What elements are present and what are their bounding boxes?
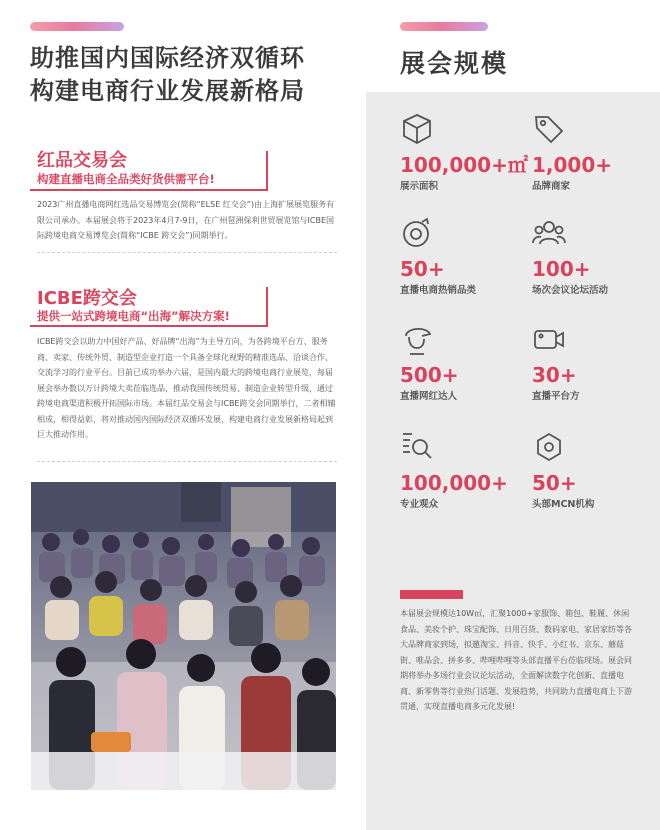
page-title-line1: 助推国内国际经济双循环 [30, 44, 305, 72]
stat-influencers [400, 322, 530, 402]
stat-label: 专业观众 [400, 499, 439, 510]
audience-photo [31, 482, 336, 790]
stat-value: 100+ [532, 257, 591, 281]
scale-title: 展会规模 [400, 49, 509, 78]
stat-value: 50+ [400, 257, 445, 281]
group-icon [532, 216, 566, 250]
section1-divider [37, 252, 337, 253]
scale-description: 本届展会规模达10W㎡，汇聚1000+家服饰、箱包、鞋履、休闲食品、美妆个护、珠宝配饰、日用百货、数码家电、家居家纺等各大品牌商家到场，拟邀淘宝、抖音、快手、小红书、京东、蘑菇街、唯品会、拼多多、哔哩哔哩等头部直播平台莅临现场。展会同期将举办多场行业会议论坛活动，全面解读数字化创新、直播电商、新零售等行业热门话题、发展趋势，共同助力直播电商上下游贯通，实现直播电商多元化发展! [400, 609, 632, 711]
stat-label: 直播电商热销品类 [400, 285, 477, 296]
section1-text: 2023广州直播电商网红选品交易博览会(简称“ELSE 红交会”)由上海扩展展览服务有限公司承办。本届展会将于2023年4月7-9日，在广州琶洲保利世贸展览馆与ICBE国际跨境电商交易博览会(简称“ICBE 跨交会”)同期举行。 [37, 200, 335, 240]
stat-value: 100,000+㎡ [400, 153, 528, 177]
accent-bar [400, 590, 463, 599]
stat-value: 30+ [532, 363, 577, 387]
stat-value: 500+ [400, 363, 459, 387]
stat-value: 100,000+ [400, 471, 508, 495]
stat-label: 直播网红达人 [400, 391, 458, 402]
section2-text: ICBE跨交会以助力中国好产品、好品牌“出海”为主导方向，为各跨境平台方、服务商、卖家、传统外贸、制造型企业打造一个具备全球化视野的精准选品、洽谈合作、交流学习的行业平台。目前已成功举办六届，是国内最大的跨境电商行业展览，每届展会举办数以万计跨境大卖莅临选品，推动我国传统贸易、制造企业转型升级，通过跨境电商渠道积极开拓国际市场。本届红品交易会与ICBE跨交会同期举行，二者相辅相成，相得益彰，将对推动国内国际经济双循环发展，构建电商行业发展新格局起到巨大推动作用。 [37, 337, 336, 439]
stat-value: 1,000+ [532, 153, 613, 177]
stat-visitors [400, 430, 530, 510]
page-title-line2: 构建电商行业发展新格局 [30, 77, 305, 105]
section1-title: 红品交易会 [37, 150, 127, 171]
section2-title: ICBE跨交会 [37, 288, 137, 309]
cube-icon [400, 112, 434, 146]
influencer-icon [400, 322, 434, 356]
target-icon [400, 216, 434, 250]
stat-label: 品牌商家 [532, 181, 571, 192]
stat-mcn [532, 430, 660, 510]
stat-forums [532, 216, 660, 296]
document-search-icon [400, 430, 434, 464]
stat-platforms [532, 322, 660, 402]
stat-label: 直播平台方 [532, 391, 580, 402]
stat-exhibition-area [400, 112, 530, 192]
stat-label: 场次会议论坛活动 [532, 285, 609, 296]
stat-brands [532, 112, 660, 192]
video-camera-icon [532, 322, 566, 356]
left-gradient-bar [30, 22, 124, 31]
stat-value: 50+ [532, 471, 577, 495]
tag-icon [532, 112, 566, 146]
page-title [30, 42, 350, 108]
section1-subtitle: 构建直播电商全品类好货供需平台! [37, 172, 215, 186]
hexagon-icon [532, 430, 566, 464]
stat-categories [400, 216, 530, 296]
section2-subtitle: 提供一站式跨境电商“出海”解决方案! [37, 309, 230, 323]
right-gradient-bar [400, 22, 488, 31]
stat-label: 展示面积 [400, 181, 439, 192]
section2-divider [37, 461, 337, 462]
stat-label: 头部MCN机构 [532, 499, 595, 510]
